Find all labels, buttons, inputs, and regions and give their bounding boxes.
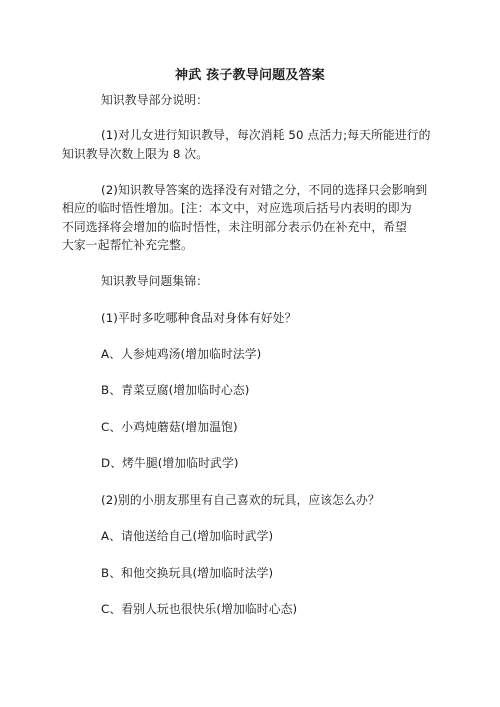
question-1: (1)平时多吃哪种食品对身体有好处？ [101,311,297,325]
section-heading-explanation: 知识教导部分说明： [101,93,209,107]
question-2: (2)别的小朋友那里有自己喜欢的玩具，应该怎么办？ [101,493,380,507]
answer-option: A、人参炖鸡汤(增加临时法学) [101,347,262,361]
paragraph-line: 大家一起帮忙补充完整。 [62,238,193,252]
answer-option: A、请他送给自己(增加临时武学) [101,529,274,543]
document-title: 神武 孩子教导问题及答案 [175,68,325,83]
paragraph-line: 知识教导次数上限为 8 次。 [62,147,209,161]
answer-option: C、小鸡炖蘑菇(增加温饱) [101,420,238,434]
answer-option: C、看别人玩也很快乐(增加临时心态) [101,602,298,616]
section-heading-questions: 知识教导问题集锦： [101,274,209,288]
paragraph-line: 不同选择将会增加的临时悟性，未注明部分表示仍在补充中，希望 [62,220,408,234]
paragraph-line: 相应的临时悟性增加。[注：本文中，对应选项后括号内表明的即为 [62,201,412,215]
answer-option: B、青菜豆腐(增加临时心态) [101,383,250,397]
answer-option: D、烤牛腿(增加临时武学) [101,456,239,470]
paragraph-line: (1)对儿女进行知识教导，每次消耗 50 点活力;每天所能进行的 [101,128,431,142]
answer-option: B、和他交换玩具(增加临时法学) [101,566,274,580]
paragraph-line: (2)知识教导答案的选择没有对错之分，不同的选择只会影响到 [101,183,428,197]
